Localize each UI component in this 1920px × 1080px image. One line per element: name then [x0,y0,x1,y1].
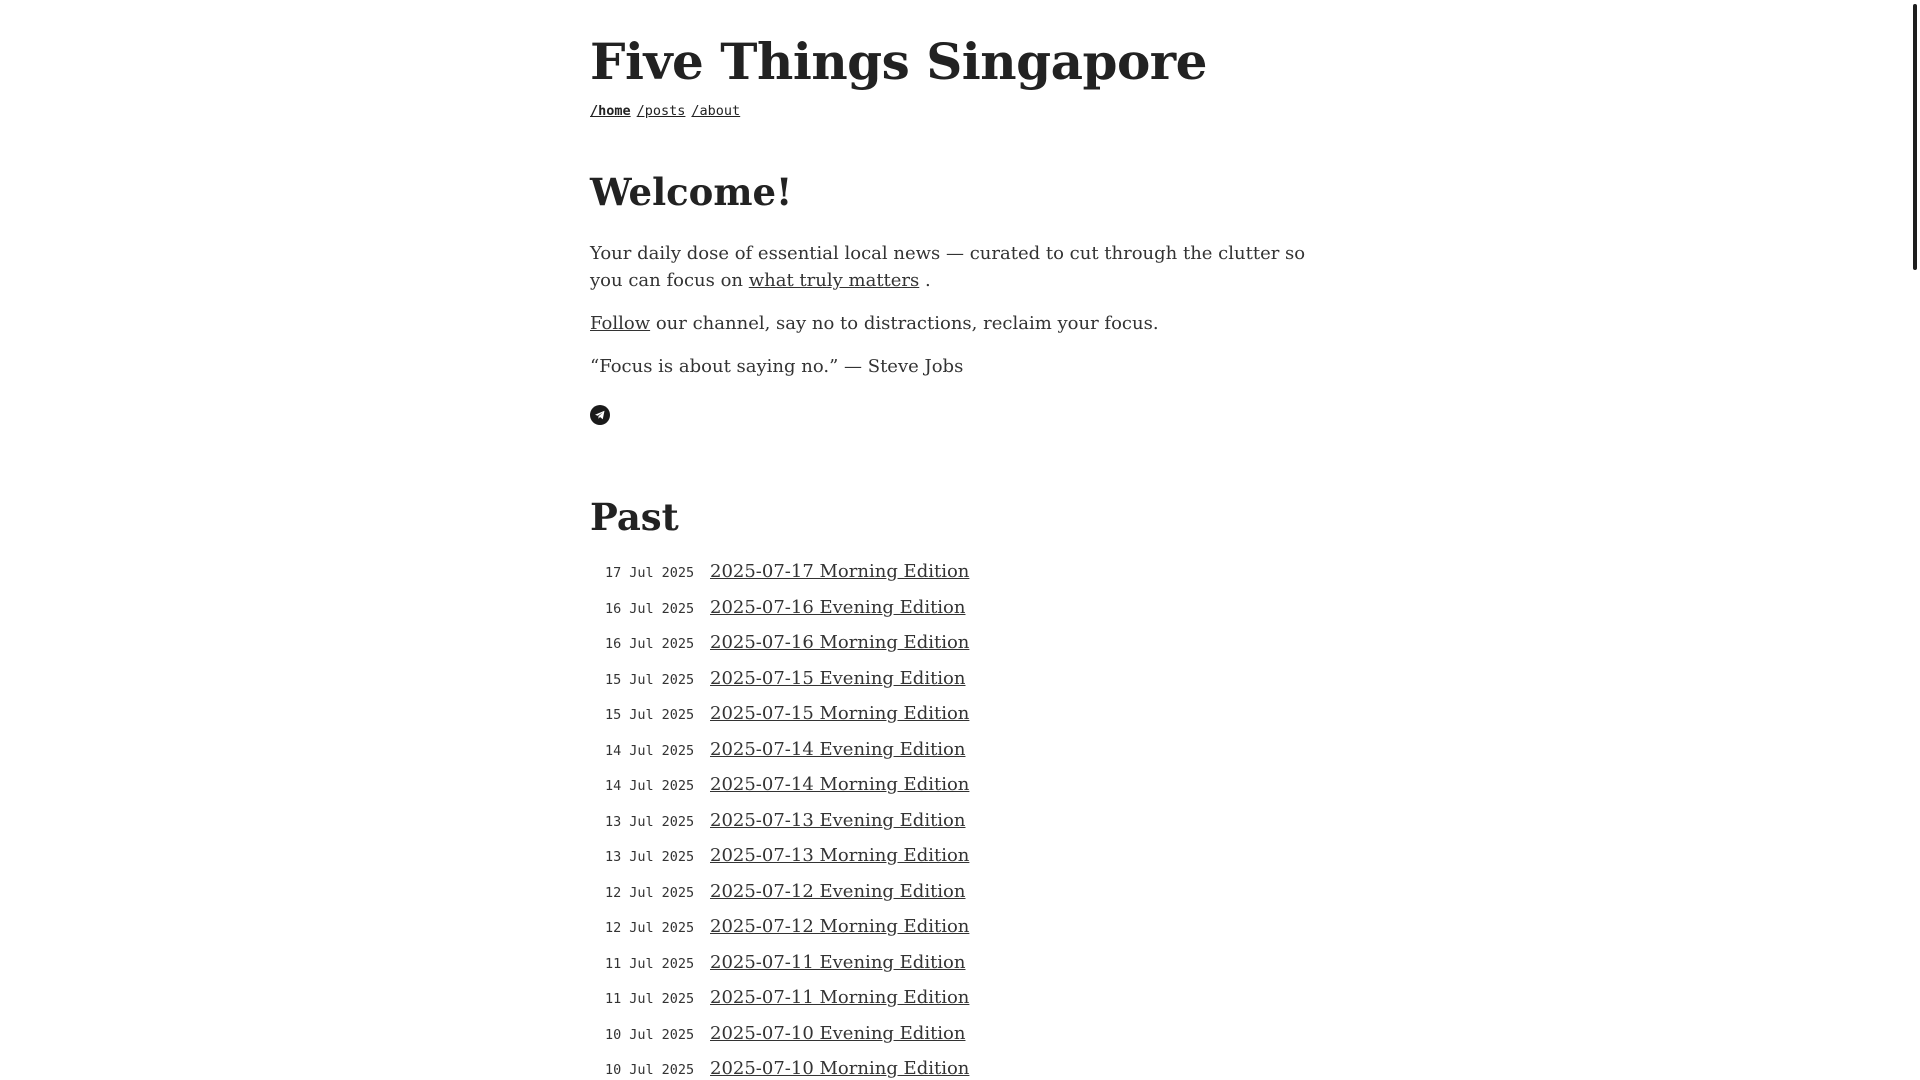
post-link[interactable]: 2025-07-13 Evening Edition [710,809,966,831]
post-row [590,952,1335,988]
post-year: 2025 [661,778,695,794]
welcome-heading: Welcome! [590,170,793,214]
post-month: Jul [629,742,654,759]
post-row [590,845,1335,881]
post-month: Jul [629,849,654,865]
past-heading: Past [590,495,679,539]
post-year: 2025 [661,884,695,901]
post-row [590,916,1335,952]
post-month: Jul [629,955,654,972]
post-year: 2025 [661,671,695,688]
post-month: Jul [629,991,654,1007]
post-day: 15 [605,707,622,723]
post-row [590,561,1335,597]
post-row [590,703,1335,739]
post-date [590,849,694,865]
post-day: 16 [605,636,622,652]
post-date [590,920,694,936]
past-section [590,493,1335,1080]
what-truly-matters-link[interactable]: what truly matters [748,270,920,291]
post-row [590,1023,1335,1059]
post-day: 11 [605,955,622,972]
post-date [590,1062,694,1078]
post-link[interactable]: 2025-07-16 Morning Edition [710,632,970,653]
post-month: Jul [629,565,654,581]
post-day: 17 [605,565,622,581]
follow-text: our channel, say no to distractions, reclaim your focus. [655,313,1159,334]
post-day: 14 [605,742,622,759]
post-month: Jul [629,884,654,901]
post-month: Jul [629,600,654,617]
post-link[interactable]: 2025-07-15 Morning Edition [710,703,970,724]
main-nav [590,102,1335,120]
follow-link[interactable]: Follow [590,313,651,334]
post-day: 13 [605,813,622,830]
post-year: 2025 [661,600,695,617]
post-link[interactable]: 2025-07-11 Morning Edition [710,987,970,1008]
post-date [590,885,694,901]
post-day: 11 [605,991,622,1007]
post-year: 2025 [661,1062,695,1078]
post-day: 14 [605,778,622,794]
post-year: 2025 [661,742,695,759]
post-year: 2025 [661,565,695,581]
post-link[interactable]: 2025-07-10 Morning Edition [710,1058,970,1079]
intro-paragraph [590,240,1335,294]
intro-end: . [925,270,931,291]
post-year: 2025 [661,955,695,972]
post-date [590,991,694,1007]
posts-list [590,561,1335,1080]
post-day: 15 [605,671,622,688]
site-title[interactable]: Five Things Singapore [590,32,1207,91]
paper-plane-icon [594,409,606,421]
post-link[interactable]: 2025-07-16 Evening Edition [710,596,966,618]
post-link[interactable]: 2025-07-17 Morning Edition [710,561,970,582]
site-header [590,30,1335,120]
post-month: Jul [629,920,654,936]
post-link[interactable]: 2025-07-13 Morning Edition [710,845,970,866]
intro-text: Your daily dose of essential local news — curated to cut through the clutter so you can focus on [590,243,1306,291]
nav-about-link[interactable]: /about [691,103,741,119]
post-link[interactable]: 2025-07-10 Evening Edition [710,1022,966,1044]
post-row [590,987,1335,1023]
post-day: 10 [605,1062,622,1078]
telegram-icon[interactable] [590,405,610,425]
post-month: Jul [629,636,654,652]
post-row [590,597,1335,633]
post-date [590,636,694,652]
post-year: 2025 [661,636,695,652]
post-link[interactable]: 2025-07-14 Morning Edition [710,774,970,795]
post-date [590,672,694,688]
nav-posts-link[interactable]: /posts [636,103,686,119]
post-month: Jul [629,1062,654,1078]
post-day: 12 [605,920,622,936]
nav-home-link[interactable]: /home [590,103,631,119]
post-link[interactable]: 2025-07-12 Morning Edition [710,916,970,937]
post-date [590,707,694,723]
post-date [590,743,694,759]
post-link[interactable]: 2025-07-15 Evening Edition [710,667,966,689]
post-day: 10 [605,1026,622,1043]
post-month: Jul [629,707,654,723]
post-year: 2025 [661,991,695,1007]
post-year: 2025 [661,849,695,865]
post-date [590,1027,694,1043]
post-row [590,810,1335,846]
post-month: Jul [629,813,654,830]
post-day: 12 [605,884,622,901]
post-date [590,565,694,581]
post-link[interactable]: 2025-07-11 Evening Edition [710,951,966,973]
post-row [590,881,1335,917]
welcome-section [590,168,1335,425]
post-date [590,956,694,972]
post-date [590,814,694,830]
post-link[interactable]: 2025-07-12 Evening Edition [710,880,966,902]
post-year: 2025 [661,1026,695,1043]
post-month: Jul [629,778,654,794]
post-date [590,601,694,617]
post-year: 2025 [661,813,695,830]
scrollbar-thumb[interactable] [1913,4,1917,270]
post-row [590,1058,1335,1080]
scrollbar[interactable] [1909,0,1920,1080]
post-month: Jul [629,671,654,688]
post-row [590,739,1335,775]
post-year: 2025 [661,920,695,936]
post-row [590,774,1335,810]
post-day: 16 [605,600,622,617]
post-row [590,668,1335,704]
post-month: Jul [629,1026,654,1043]
post-row [590,632,1335,668]
post-date [590,778,694,794]
post-day: 13 [605,849,622,865]
post-link[interactable]: 2025-07-14 Evening Edition [710,738,966,760]
page-content [590,0,1335,1080]
post-year: 2025 [661,707,695,723]
quote: “Focus is about saying no.” — Steve Jobs [590,356,964,377]
follow-paragraph [590,310,1335,337]
